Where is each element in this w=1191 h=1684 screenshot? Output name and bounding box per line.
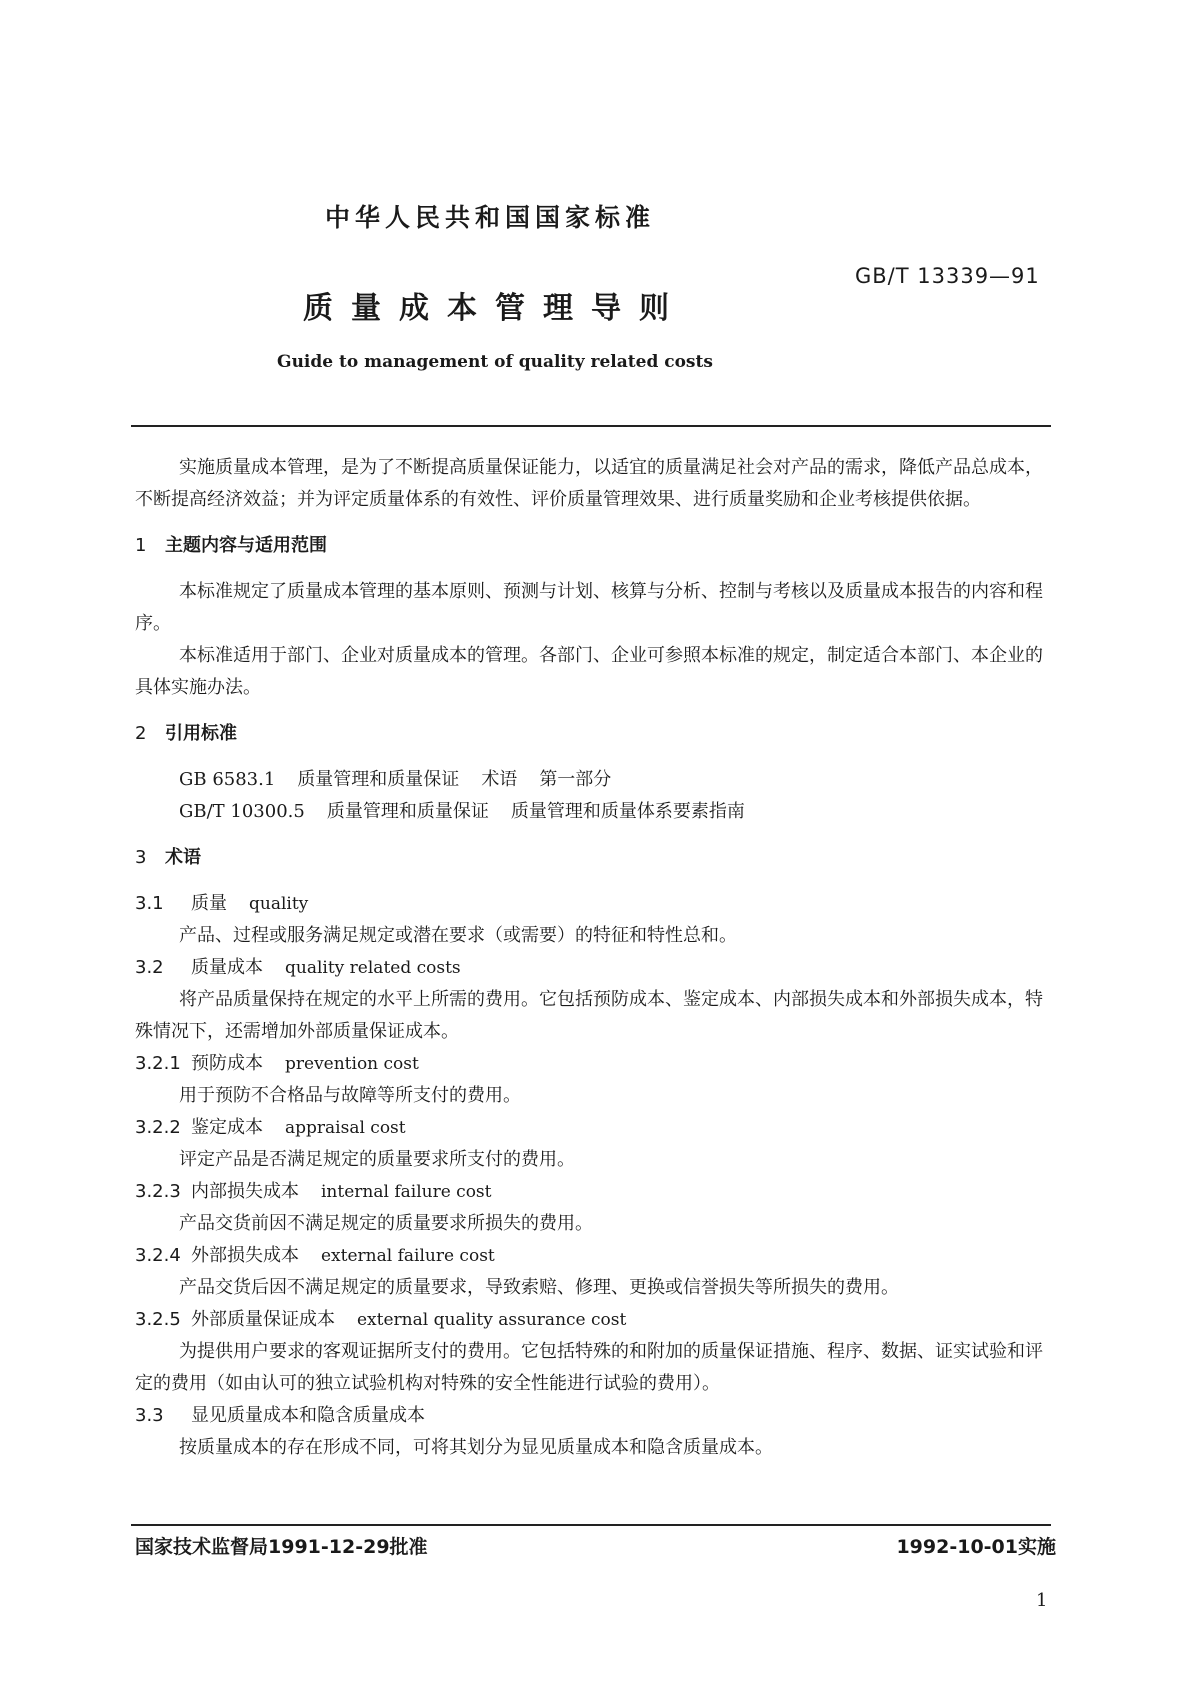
section-number: 1 xyxy=(135,535,147,556)
term-number: 3.3 xyxy=(135,1405,164,1426)
term-chinese: 质量成本 xyxy=(191,957,263,978)
term-english: quality related costs xyxy=(285,958,461,978)
reference-title: 质量管理和质量保证 xyxy=(297,769,460,790)
section-title: 术语 xyxy=(165,847,201,868)
term-heading xyxy=(135,888,1050,920)
term-number: 3.2.1 xyxy=(135,1053,181,1074)
term-heading xyxy=(135,1112,1050,1144)
page-number: 1 xyxy=(1036,1590,1048,1611)
section-title: 主题内容与适用范围 xyxy=(165,535,327,556)
reference-part: 质量管理和质量体系要素指南 xyxy=(510,801,745,822)
term-english: appraisal cost xyxy=(285,1118,406,1138)
term-number: 3.1 xyxy=(135,893,164,914)
reference-part: 术语 xyxy=(481,769,518,790)
term-english: external failure cost xyxy=(321,1246,495,1266)
section-3-heading xyxy=(135,842,1050,874)
term-heading xyxy=(135,952,1050,984)
term-definition: 按质量成本的存在形成不同，可将其划分为显见质量成本和隐含质量成本。 xyxy=(179,1437,773,1458)
term-number: 3.2.3 xyxy=(135,1181,181,1202)
term-heading xyxy=(135,1240,1050,1272)
term-chinese: 内部损失成本 xyxy=(191,1181,299,1202)
term-definition: 评定产品是否满足规定的质量要求所支付的费用。 xyxy=(179,1149,575,1170)
term-definition: 产品交货后因不满足规定的质量要求，导致索赔、修理、更换或信誉损失等所损失的费用。 xyxy=(179,1277,899,1298)
section-title: 引用标准 xyxy=(165,723,237,744)
section-number: 2 xyxy=(135,723,147,744)
top-divider xyxy=(131,425,1051,427)
term-definition: 将产品质量保持在规定的水平上所需的费用。它包括预防成本、鉴定成本、内部损失成本和外部损失成本，特殊情况下，还需增加外部质量保证成本。 xyxy=(135,989,1043,1042)
term-chinese: 质量 xyxy=(191,893,227,914)
term-number: 3.2.5 xyxy=(135,1309,181,1330)
section-number: 3 xyxy=(135,847,147,868)
reference-code: GB 6583.1 xyxy=(179,769,276,790)
approval-date: 国家技术监督局1991-12-29批准 xyxy=(135,1536,428,1558)
term-english: internal failure cost xyxy=(321,1182,492,1202)
bottom-divider xyxy=(131,1524,1051,1526)
standard-code: GB/T 13339—91 xyxy=(855,264,1040,288)
term-definition: 用于预防不合格品与故障等所支付的费用。 xyxy=(179,1085,521,1106)
term-heading xyxy=(135,1304,1050,1336)
title-chinese: 质量成本管理导则 xyxy=(303,291,687,326)
section-2-heading xyxy=(135,718,1050,750)
term-definition: 产品交货前因不满足规定的质量要求所损失的费用。 xyxy=(179,1213,593,1234)
section-1-paragraph-1: 本标准规定了质量成本管理的基本原则、预测与计划、核算与分析、控制与考核以及质量成本报告的内容和程序。 xyxy=(135,581,1043,634)
title-english: Guide to management of quality related costs xyxy=(277,352,713,372)
term-number: 3.2.4 xyxy=(135,1245,181,1266)
term-english: prevention cost xyxy=(285,1054,419,1074)
term-english: quality xyxy=(249,894,309,914)
national-standard-heading: 中华人民共和国国家标准 xyxy=(324,203,655,232)
reference-code: GB/T 10300.5 xyxy=(179,801,305,822)
term-number: 3.2 xyxy=(135,957,164,978)
term-chinese: 显见质量成本和隐含质量成本 xyxy=(191,1405,425,1426)
term-chinese: 外部损失成本 xyxy=(191,1245,299,1266)
term-definition: 产品、过程或服务满足规定或潜在要求（或需要）的特征和特性总和。 xyxy=(179,925,737,946)
term-chinese: 鉴定成本 xyxy=(191,1117,263,1138)
term-heading xyxy=(135,1400,1050,1432)
term-english: external quality assurance cost xyxy=(357,1310,627,1330)
term-chinese: 外部质量保证成本 xyxy=(191,1309,335,1330)
term-definition: 为提供用户要求的客观证据所支付的费用。它包括特殊的和附加的质量保证措施、程序、数据、证实试验和评定的费用（如由认可的独立试验机构对特殊的安全性能进行试验的费用）。 xyxy=(135,1341,1043,1394)
reference-item xyxy=(135,764,1050,796)
section-1-paragraph-2: 本标准适用于部门、企业对质量成本的管理。各部门、企业可参照本标准的规定，制定适合本部门、本企业的具体实施办法。 xyxy=(135,645,1043,698)
document-body xyxy=(135,452,1050,1464)
term-heading xyxy=(135,1048,1050,1080)
effective-date: 1992-10-01实施 xyxy=(896,1536,1056,1558)
reference-item xyxy=(135,796,1050,828)
term-chinese: 预防成本 xyxy=(191,1053,263,1074)
term-heading xyxy=(135,1176,1050,1208)
section-1-heading xyxy=(135,530,1050,562)
intro-paragraph: 实施质量成本管理，是为了不断提高质量保证能力，以适宜的质量满足社会对产品的需求，降低产品总成本，不断提高经济效益；并为评定质量体系的有效性、评价质量管理效果、进行质量奖励和企业考核提供依据。 xyxy=(135,457,1043,510)
term-number: 3.2.2 xyxy=(135,1117,181,1138)
reference-title: 质量管理和质量保证 xyxy=(326,801,489,822)
reference-extra: 第一部分 xyxy=(539,769,612,790)
